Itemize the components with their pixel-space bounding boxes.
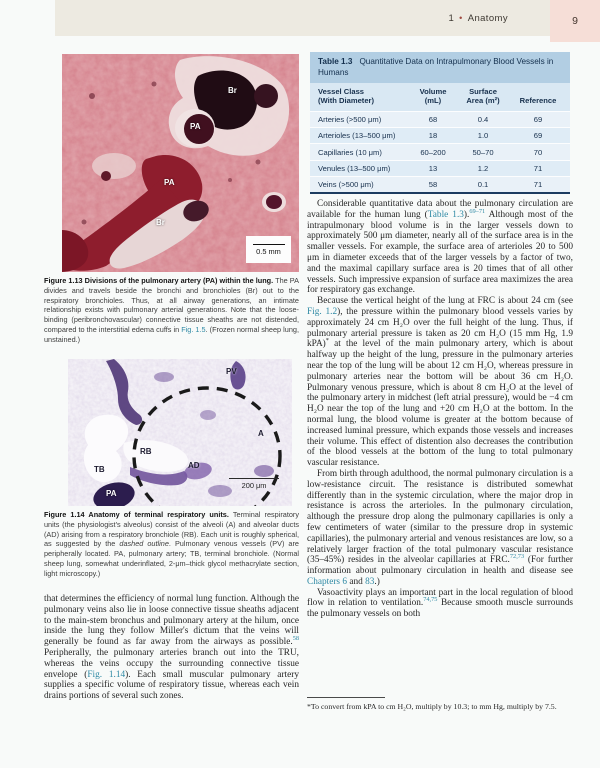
table-cell: 58 (428, 180, 438, 190)
figure-label-br-lower: Br (156, 218, 165, 227)
table-cell: 70 (533, 147, 543, 157)
table-header-row (310, 83, 570, 110)
text-segment: .) (374, 576, 380, 587)
text-segment: ). Each small muscular pulmonary artery supplies a specific volume of respiratory tissue, whereas each vein drains portions of several such zones. (44, 669, 299, 702)
table-cell: 1.0 (477, 131, 489, 141)
table-cell: Arteries (>500 μm) (318, 114, 382, 124)
figure-label-pv: PV (226, 367, 237, 376)
body-paragraph (307, 296, 573, 469)
table-cell: 18 (428, 131, 438, 141)
column-header-vessel-class: Vessel Class (With Diameter) (318, 87, 375, 106)
table-cell: 71 (533, 163, 543, 173)
table-label: Table 1.3 (318, 57, 353, 66)
table-row (310, 127, 570, 143)
cross-reference-link[interactable]: 83 (365, 576, 375, 587)
scale-bar-box (246, 236, 291, 263)
figure-1-14-caption (44, 510, 299, 579)
body-paragraph (307, 199, 573, 296)
cross-reference-link[interactable]: Fig. 1.5 (181, 324, 206, 334)
figure-label-pa-upper: PA (190, 122, 201, 131)
table-cell: 68 (428, 114, 438, 124)
text-segment: ), the pressure within the pulmonary blood vessels varies by approximately 24 cm H₂O over the full height of the lung. Thus, if pulmonary arterial pressure is taken as 20 cm H₂O (15 mm Hg, 1.9 kPA) (307, 306, 574, 350)
column-header-reference: Reference (519, 96, 557, 106)
table-cell: Veins (>500 μm) (318, 180, 374, 190)
figure-label-a: A (258, 429, 264, 438)
cross-reference-link[interactable]: 74,75 (423, 596, 438, 604)
figure-1-13-caption (44, 276, 299, 345)
figure-label-tb: TB (94, 465, 105, 474)
text-segment: . Pulmonary venous vessels (PV) are peripherally located. PA, pulmonary artery; TB, terminal bronchiole. (Normal sheep lung, somewhat underinflated, 2-μm–thick glycol methacrylate section, light microscopy.) (44, 539, 299, 578)
figure-1-14-micrograph (68, 359, 292, 506)
text-segment: Terminal respiratory units (the physiologist's alveolus) consist of the alveoli (A) and alveolar ducts (AD) arising from a respiratory bronchiole (RB). Each unit is roughly spherical, as suggested by the (44, 510, 299, 549)
column-header-surface-area: Surface Area (m²) (466, 87, 500, 106)
text-segment: . (Frozen normal sheep lung, unstained.) (44, 324, 299, 344)
column-header-volume: Volume (mL) (419, 87, 447, 106)
figure-label-rb: RB (140, 447, 152, 456)
figure-label-pa: PA (106, 489, 117, 498)
text-segment: * (325, 337, 329, 345)
scale-label: 0.5 mm (256, 246, 281, 256)
table-title (310, 52, 570, 83)
footnote-rule (307, 697, 385, 698)
text-segment: Figure 1.13 Divisions of the pulmonary artery (PA) within the lung. (44, 276, 274, 285)
table-row (310, 143, 570, 159)
text-segment: From birth through adulthood, the normal pulmonary circulation is a low-resistance circuit. The resistance is distributed somewhat differently than in the systemic circulation, where the major drop in resistance is across the arterioles. In the pulmonary circulation, although the pressure drop along the pulmonary capillaries is only a few centimeters of water (similar to the pressure drop in systemic capillaries), the pulmonary arterial and venous resistances are low, so a relatively larger fraction of the total pulmonary vascular resistance (35–45%) resides in the alveolar capillaries at FRC. (307, 468, 573, 566)
figure-label-br-upper: Br (228, 86, 237, 95)
text-segment: at the level of the main pulmonary artery, which is about halfway up the height of the lung, pressure in the pulmonary arteries near the top of the lung will be about 12 cm H₂O, whereas pressure in pulmonary arteries near the bottom will be about 36 cm H₂O. Pulmonary venous pressure, which is about 8 cm H₂O at the level of the pulmonary artery in midchest (left atrial pressure), would be −4 cm H₂O near the top of the lung and +20 cm H₂O at the bottom. In the normal lung, the blood volume is greater at the bottom because of increased luminal pressure, which expands those vessels and increases their volume. This effect of distention also decreases the contribution of the blood vessels at the bottom of the lung to total pulmonary vascular resistance. (307, 339, 573, 469)
text-segment: Considerable quantitative data about the pulmonary circulation are available for the human lung ( (307, 199, 573, 220)
table-title-text: Quantitative Data on Intrapulmonary Blood Vessels in Humans (318, 57, 554, 77)
cross-reference-link[interactable]: Chapters 6 (307, 576, 348, 587)
chapter-number: 1 (448, 12, 455, 24)
text-segment: and (347, 576, 366, 587)
text-segment: ). (463, 209, 470, 220)
text-segment: Because smooth muscle surrounds the pulmonary vessels on both (307, 598, 574, 620)
table-cell: 0.1 (477, 180, 489, 190)
table-cell: 69 (533, 114, 543, 124)
table-cell: 0.4 (477, 114, 489, 124)
footnote (307, 702, 583, 712)
table-row (310, 176, 570, 192)
table-cell: 60–200 (420, 147, 446, 157)
table-cell: Capillaries (10 μm) (318, 147, 382, 157)
body-paragraph (307, 588, 573, 620)
figure-label-pa-main: PA (164, 178, 175, 187)
chapter-title: Anatomy (467, 12, 508, 24)
text-segment: (For further information about pulmonary circulation in health and disease see (307, 555, 573, 577)
running-head (55, 0, 508, 36)
cross-reference-link[interactable]: Fig. 1.14 (87, 669, 126, 680)
page-number-tab (550, 0, 600, 42)
text-segment: *To convert from kPA to cm H₂O, multiply by 10.3; to mm Hg, multiply by 7.5. (307, 702, 557, 711)
cross-reference-link[interactable]: Table 1.3 (427, 209, 464, 220)
cross-reference-link[interactable]: 58 (292, 635, 299, 643)
page-number: 9 (572, 15, 578, 27)
body-paragraph (307, 469, 573, 588)
table-cell: 69 (533, 131, 543, 141)
cross-reference-link[interactable]: 69–71 (469, 207, 486, 215)
scale-bar (253, 244, 285, 245)
scale-bar (229, 478, 279, 479)
right-column-text (307, 199, 573, 620)
cross-reference-link[interactable]: 72,73 (509, 553, 525, 561)
figure-1-13-micrograph (62, 54, 299, 272)
scale-bar-box (224, 478, 284, 490)
text-segment: Because the vertical height of the lung at FRC is about 24 cm (see (317, 296, 573, 307)
text-segment: Vasoactivity plays an important part in the local regulation of blood flow in relation to ventilation. (307, 587, 573, 609)
table-cell: Arterioles (13–500 μm) (318, 131, 396, 141)
figure-label-ad: AD (188, 461, 200, 470)
table-cell: 1.2 (477, 163, 489, 173)
text-segment: dashed outline (119, 539, 169, 549)
table-body (310, 111, 570, 193)
cross-reference-link[interactable]: Fig. 1.2 (307, 306, 338, 317)
text-segment: Peripherally, the pulmonary arteries branch out into the TRU, whereas the veins occupy the surrounding connective tissue envelope ( (44, 647, 299, 680)
text-segment: that determines the efficiency of normal lung function. Although the pulmonary veins also lie in loose connective tissue sheaths adjacent to the main-stem bronchus and pulmonary artery at the hilum, once inside the lung they follow Miller's dictum that the veins will generally be found as far away from the airways as possible. (44, 594, 299, 648)
body-paragraph (44, 594, 299, 702)
table-cell: 50–70 (472, 147, 494, 157)
text-segment: The PA divides and travels beside the bronchi and bronchioles (Br) out to the respiratory bronchioles. Thus, at all airway generations, an intimate relationship exists with pulmonary arterial generations. Note that the loose-binding (peribronchovascular) connective tissue sheaths are not distended, compared to the interstitial edema cuffs in (44, 276, 299, 334)
table-row (310, 160, 570, 176)
scale-label: 200 μm (241, 481, 267, 490)
bullet-separator: • (459, 13, 463, 23)
table-cell: 71 (533, 180, 543, 190)
table-row (310, 111, 570, 127)
text-segment: Figure 1.14 Anatomy of terminal respiratory units. (44, 510, 229, 519)
table-cell: 13 (428, 163, 438, 173)
table-cell: Venules (13–500 μm) (318, 163, 391, 173)
table-1-3 (310, 52, 570, 194)
text-segment: Although most of the intrapulmonary blood volume is in the larger vessels down to approximately 500 μm diameter, nearly all of the surface area is in the smaller vessels. For example, the surface area of arterioles 20 to 500 μm in diameter exceeds that of the larger vessels by a factor of two, and the maximal capillary surface area is 20 times that of all other vessels. Such impressive expansion of surface area maximizes the area for respiratory gas exchange. (307, 209, 573, 296)
left-column-text (44, 594, 299, 702)
